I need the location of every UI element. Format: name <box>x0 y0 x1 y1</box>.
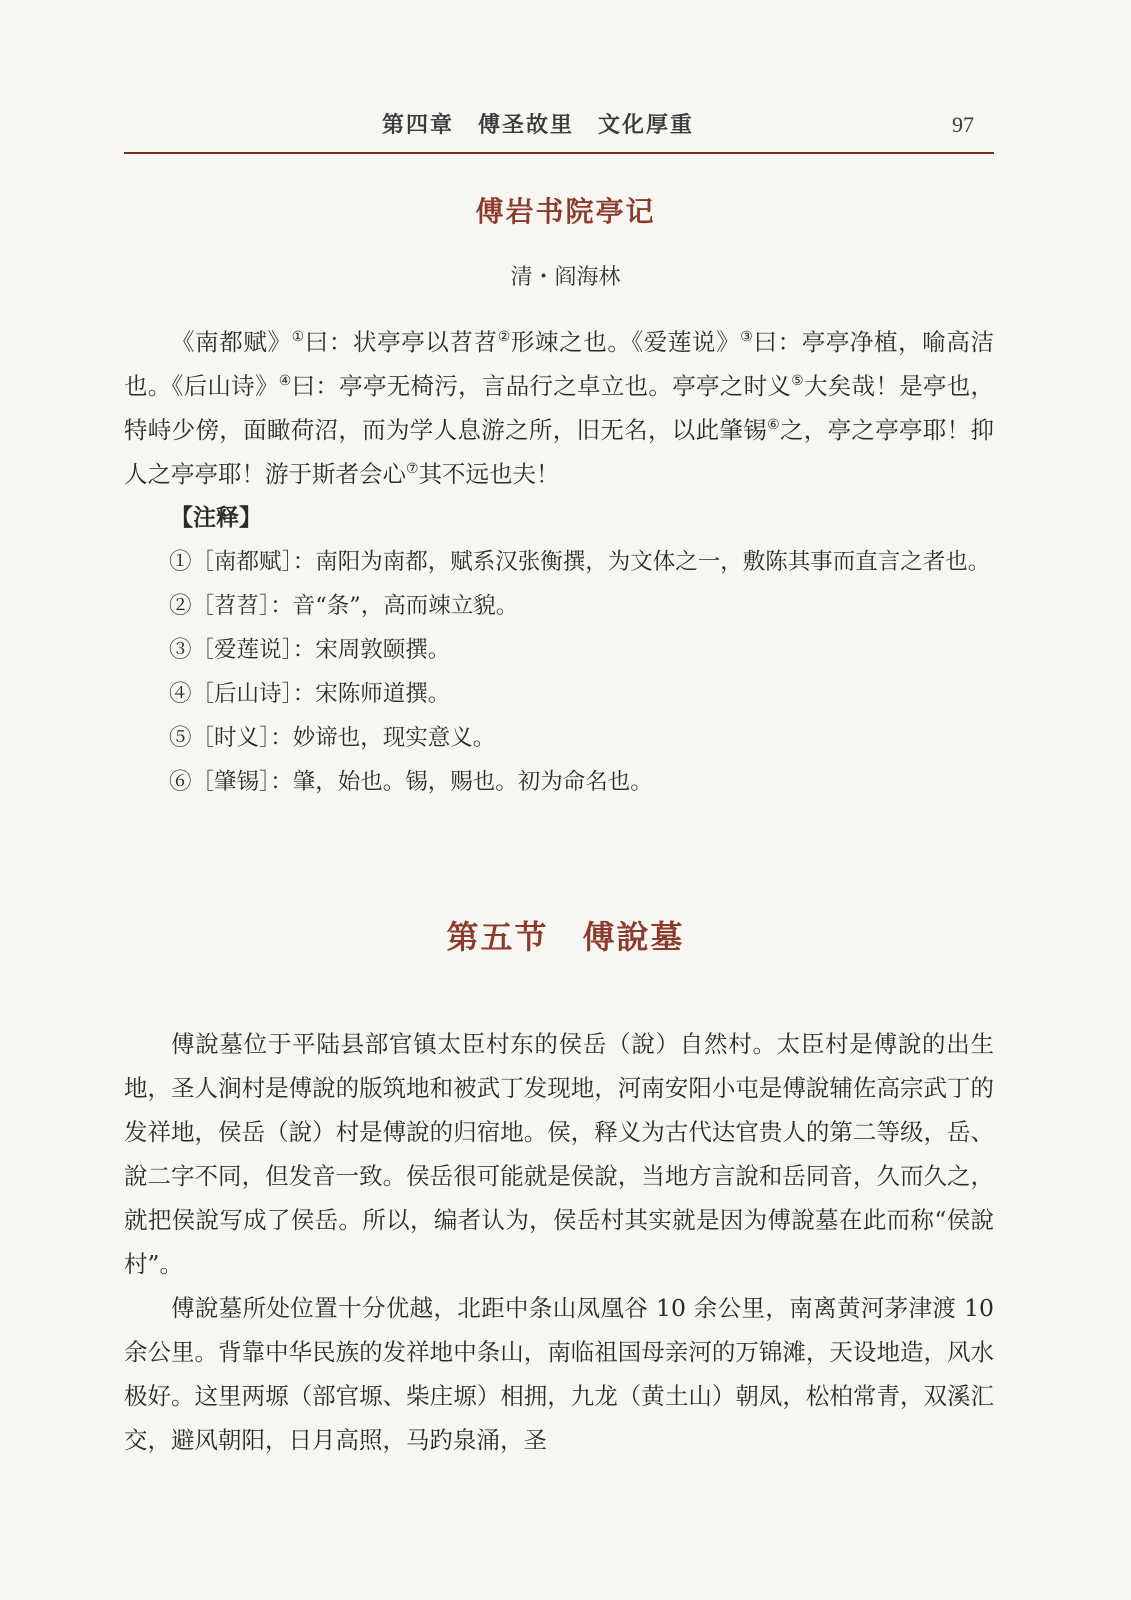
note-ref: ⑦ <box>406 461 419 477</box>
header-rule <box>124 152 994 154</box>
note-item: ②［苕苕］：音“条”，高而竦立貌。 <box>169 593 519 619</box>
section-body <box>124 1022 994 1462</box>
essay-text: 《南都赋》 <box>171 328 292 356</box>
essay-text: 大矣哉！是亭也，特峙少傍，面瞰荷沼，而为学人息游之所，旧无名，以此肇锡 <box>124 372 994 444</box>
essay-title: 傅岩书院亭记 <box>475 195 656 228</box>
notes-heading: 【注释】 <box>170 505 262 531</box>
note-item: ③［爱莲说］：宋周敦颐撰。 <box>169 637 451 663</box>
note-item: ①［南都赋］：南阳为南都，赋系汉张衡撰，为文体之一，敷陈其事而直言之者也。 <box>169 549 991 575</box>
essay-text: 之，亭之亭亭耶！抑人之亭亭耶！游于斯者会心 <box>124 416 994 488</box>
essay-text: 曰：亭亭无椅污，言品行之卓立也。亭亭之时义 <box>291 372 792 400</box>
essay-paragraph <box>124 320 994 496</box>
essay-text: 曰：亭亭净植，喻高洁也。《后山诗》 <box>124 328 995 400</box>
note-ref: ⑥ <box>767 417 780 433</box>
page-number: 97 <box>952 112 974 137</box>
note-ref: ② <box>497 329 511 345</box>
section-title: 第五节 傅說墓 <box>446 918 685 956</box>
essay-text: 形竦之也。《爱莲说》 <box>510 328 741 356</box>
essay-author: 清・阎海林 <box>510 265 621 290</box>
section-paragraph: 傅說墓所处位置十分优越，北距中条山凤凰谷 10 余公里，南离黄河茅津渡 10 余公里。背靠中华民族的发祥地中条山，南临祖国母亲河的万锦滩，天设地造，风水极好。这里两塬（部官塬、柴庄塬）相拥，九龙（黄土山）朝凤，松柏常青，双溪汇交，避风朝阳，日月高照，马趵泉涌，圣 <box>124 1294 994 1454</box>
note-item: ④［后山诗］：宋陈师道撰。 <box>169 681 451 707</box>
section-paragraph: 傅說墓位于平陆县部官镇太臣村东的侯岳（說）自然村。太臣村是傅說的出生地，圣人涧村是傅說的版筑地和被武丁发现地，河南安阳小屯是傅說辅佐高宗武丁的发祥地，侯岳（說）村是傅說的归宿地。侯，释义为古代达官贵人的第二等级，岳、說二字不同，但发音一致。侯岳很可能就是侯說，当地方言說和岳同音，久而久之，就把侯說写成了侯岳。所以，编者认为，侯岳村其实就是因为傅說墓在此而称“侯說村”。 <box>124 1030 994 1278</box>
note-ref: ③ <box>740 329 754 345</box>
note-ref: ⑤ <box>791 373 804 389</box>
essay-body <box>124 320 994 804</box>
note-item: ⑤［时义］：妙谛也，现实意义。 <box>169 725 496 751</box>
running-header <box>124 104 994 144</box>
running-title: 第四章 傅圣故里 文化厚重 <box>382 113 695 138</box>
note-ref: ① <box>291 329 305 345</box>
note-item: ⑥［肇锡］：肇，始也。锡，赐也。初为命名也。 <box>169 769 653 795</box>
note-ref: ④ <box>278 373 292 389</box>
essay-text: 曰：状亭亭以苕苕 <box>304 328 498 356</box>
essay-text: 其不远也夫！ <box>418 460 560 488</box>
